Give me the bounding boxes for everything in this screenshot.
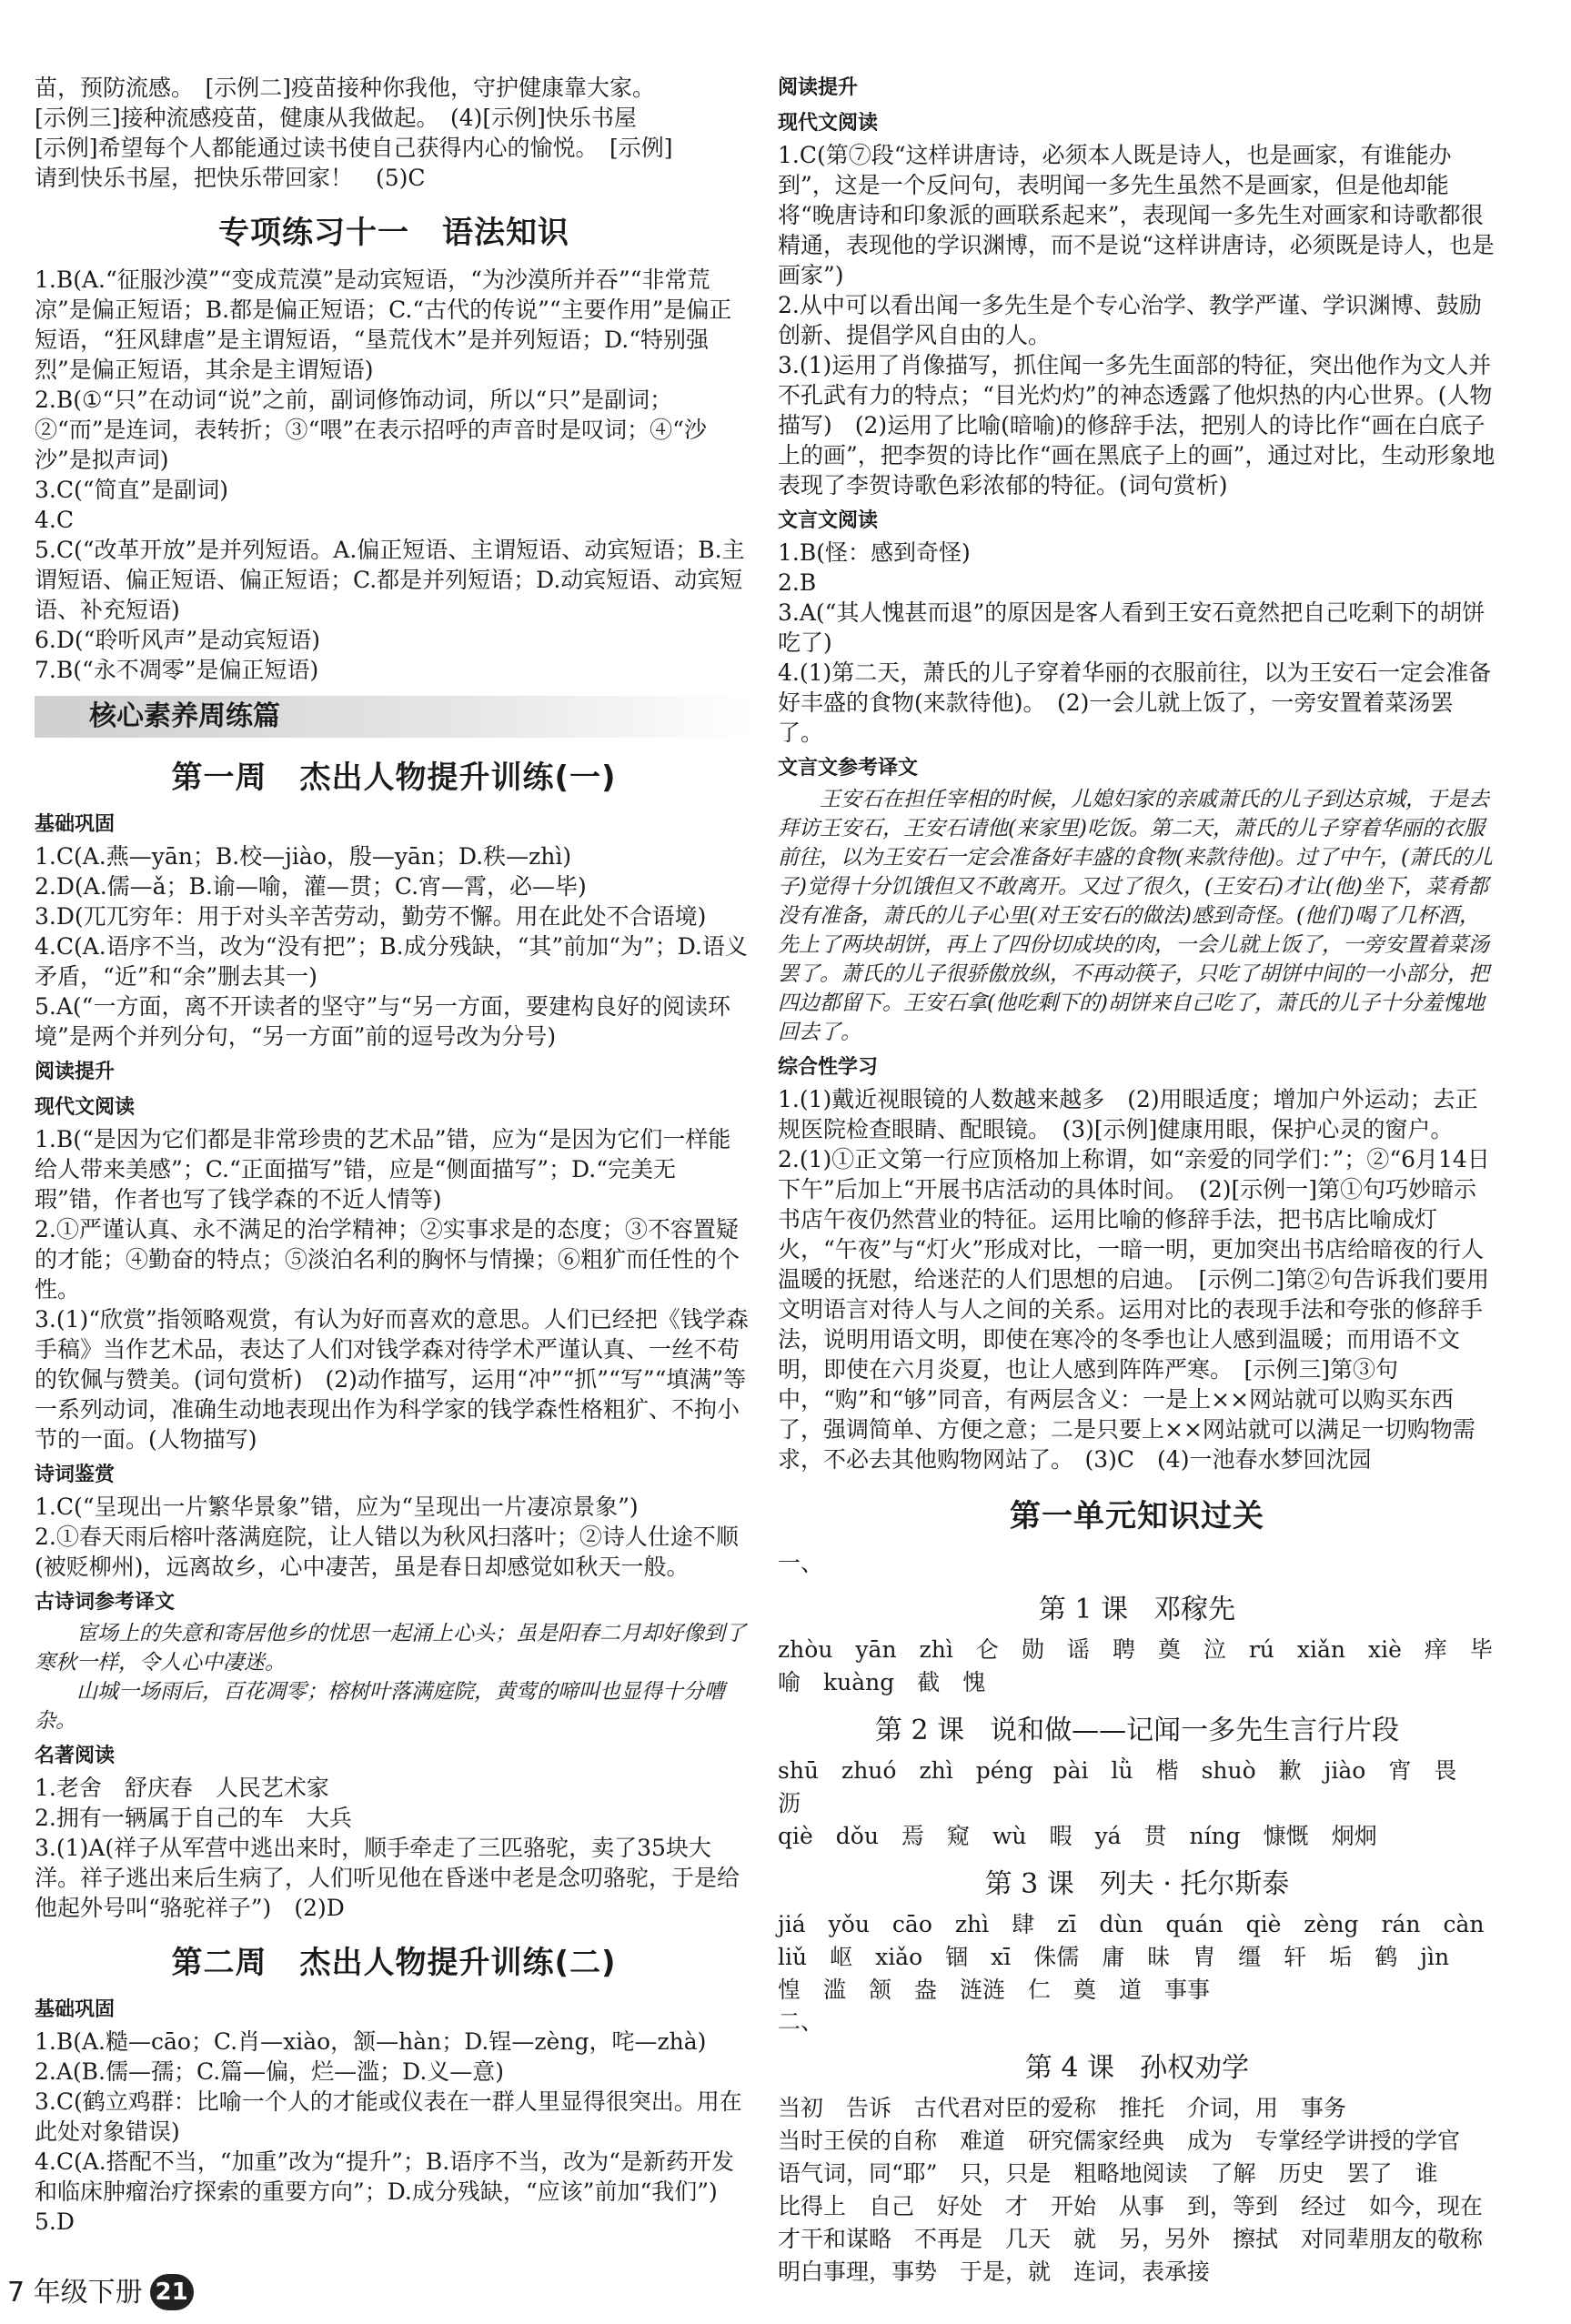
answer-item: 1.B(A.糙—cāo；C.肖—xiào，颔—hàn；D.锃—zèng，咤—zhà) bbox=[35, 2028, 707, 2055]
answer-item: 7.B(“永不凋零”是偏正短语) bbox=[35, 657, 319, 683]
part-marker: 二、 bbox=[778, 2008, 824, 2035]
subhead: 基础巩固 bbox=[35, 1998, 116, 2021]
lesson-name: 说和做——记闻一多先生言行片段 bbox=[990, 1715, 1400, 1746]
week-title-part: 第二周 bbox=[171, 1945, 267, 1981]
answer-item: 4.C(A.语序不当，改为“没有把”；B.成分残缺，“其”前加“为”；D.语义矛盾，“近”和“余”删去其一) bbox=[35, 933, 748, 990]
answer-item: 2.①严谨认真、永不满足的治学精神；②实事求是的态度；③不容置疑的才能；④勤奋的特点；⑤淡泊名利的胸怀与情操；⑥粗犷而任性的个性。 bbox=[35, 1216, 740, 1303]
week-title-part: 第一周 bbox=[171, 760, 267, 796]
answer-item: 4.(1)第二天，萧氏的儿子穿着华丽的衣服前往，以为王安石一定会准备好丰盛的食物(来款待他)。 (2)一会儿就上饭了，一旁安置着菜汤罢了。 bbox=[778, 659, 1492, 746]
lesson-number: 第 3 课 bbox=[984, 1868, 1074, 1900]
answer-item: 5.D bbox=[35, 2208, 75, 2235]
intro-line: 苗，预防流感。 [示例二]疫苗接种你我他，守护健康靠大家。 bbox=[35, 75, 656, 101]
word-line: 明白事理，事势 于是，就 连词，表承接 bbox=[778, 2259, 1211, 2285]
subhead: 现代文阅读 bbox=[35, 1096, 136, 1119]
answer-item: 3.(1)运用了肖像描写，抓住闻一多先生面部的特征，突出他作为文人并不孔武有力的特点；“目光灼灼”的神态透露了他炽热的内心世界。(人物描写) (2)运用了比喻(暗喻)的修辞手法，把别人的诗比作“画在白底子上的画”，把李贺的诗比作“画在黑底子上的画”，通过对比，生动形象地表现了李贺诗歌色彩浓郁的特征。(词句赏析) bbox=[778, 352, 1495, 498]
section-title-part: 专项练习十一 bbox=[218, 215, 409, 251]
section-title-part: 语法知识 bbox=[442, 215, 569, 251]
answer-item: 2.D(A.儒—ǎ；B.谕—喻，灌—贯；C.宵—霄，必—毕) bbox=[35, 873, 587, 900]
answer-item: 2.A(B.儒—孺；C.篇—偏，烂—滥；D.义—意) bbox=[35, 2058, 505, 2085]
week2-title bbox=[35, 1945, 753, 1981]
lesson-name: 列夫 · 托尔斯泰 bbox=[1099, 1868, 1290, 1900]
word-line: 喻 kuàng 截 愧 bbox=[778, 1669, 986, 1695]
right-column bbox=[778, 73, 1496, 2289]
week-title-part: 杰出人物提升训练(一) bbox=[299, 760, 617, 796]
answer-item: 3.(1)A(祥子从军营中逃出来时，顺手牵走了三匹骆驼，卖了35块大洋。祥子逃出来后生病了，人们听见他在昏迷中老是念叨骆驼，于是给他起外号叫“骆驼祥子”) (2)D bbox=[35, 1835, 740, 1921]
answer-item: 3.C(“简直”是副词) bbox=[35, 477, 229, 503]
answer-item: 3.D(兀兀穷年：用于对头辛苦劳动，勤劳不懈。用在此处不合语境) bbox=[35, 903, 707, 930]
section-title-grammar bbox=[35, 215, 753, 251]
answer-item: 1.B(怪：感到奇怪) bbox=[778, 539, 971, 566]
subhead: 综合性学习 bbox=[778, 1056, 879, 1079]
answer-item: 2.①春天雨后榕叶落满庭院，让人错以为秋风扫落叶；②诗人仕途不顺(被贬柳州)，远离故乡，心中凄苦，虽是春日却感觉如秋天一般。 bbox=[35, 1524, 739, 1580]
lesson-name: 邓稼先 bbox=[1153, 1594, 1236, 1625]
lesson-name: 孙权劝学 bbox=[1140, 2052, 1250, 2084]
lesson-title bbox=[778, 2053, 1496, 2083]
grammar-answers bbox=[35, 265, 753, 685]
answer-item: 3.A(“其人愧甚而退”的原因是客人看到王安石竟然把自己吃剩下的胡饼吃了) bbox=[778, 599, 1485, 656]
translation-text: 宦场上的失意和寄居他乡的忧思一起涌上心头；虽是阳春二月却好像到了寒秋一样，令人心中凄迷。 bbox=[35, 1622, 746, 1675]
part-marker: 一、 bbox=[778, 1550, 824, 1576]
answer-item: 4.C bbox=[35, 507, 74, 533]
answer-item: 6.D(“聆听风声”是动宾短语) bbox=[35, 627, 320, 653]
answer-item: 2.(1)①正文第一行应顶格加上称谓，如“亲爱的同学们：”；②“6月14日下午”后加上“开展书店活动的具体时间。 (2)[示例一]第①句巧妙暗示书店午夜仍然营业的特征。运用比喻的修辞手法，把书店比喻成灯火，“午夜”与“灯火”形成对比，一暗一明，更加突出书店给暗夜的行人温暖的抚慰，给迷茫的人们思想的启迪。 [示例二]第②句告诉我们要用文明语言对待人与人之间的关系。运用对比的表现手法和夸张的修辞手法，说明用语文明，即使在寒冷的冬季也让人感到温暖；而用语不文明，即使在六月炎夏，也让人感到阵阵严寒。 [示例三]第③句中，“购”和“够”同音，有两层含义：一是上××网站就可以购买东西了，强调简单、方便之意；二是只要上××网站就可以满足一切购物需求，不必去其他购物网站了。 (3)C (4)一池春水梦回沈园 bbox=[778, 1146, 1490, 1473]
subhead: 古诗词参考译文 bbox=[35, 1591, 176, 1614]
page-number-badge: 21 bbox=[150, 2274, 194, 2310]
intro-line: 请到快乐书屋，把快乐带回家！ (5)C bbox=[35, 165, 426, 191]
subhead: 文言文参考译文 bbox=[778, 757, 919, 780]
banner-text: 核心素养周练篇 bbox=[89, 700, 280, 732]
subhead: 基础巩固 bbox=[35, 813, 116, 836]
word-line: 当初 告诉 古代君对臣的爱称 推托 介词，用 事务 bbox=[778, 2095, 1347, 2121]
answer-item: 2.B bbox=[778, 569, 817, 596]
grade-label: 7 年级下册 bbox=[7, 2276, 143, 2309]
lesson-number: 第 4 课 bbox=[1024, 2052, 1115, 2084]
subhead: 阅读提升 bbox=[35, 1061, 116, 1083]
core-practice-banner bbox=[35, 696, 753, 738]
intro-block bbox=[35, 73, 753, 193]
word-line: zhòu yān zhì 仑 勋 谣 聘 奠 泣 rú xiǎn xiè 痒 毕 bbox=[778, 1636, 1493, 1663]
subhead: 名著阅读 bbox=[35, 1745, 116, 1767]
lesson-title bbox=[778, 1595, 1496, 1625]
lesson-title bbox=[778, 1869, 1496, 1899]
answer-item: 5.A(“一方面，离不开读者的坚守”与“另一方面，要建构良好的阅读环境”是两个并列分句，“另一方面”前的逗号改为分号) bbox=[35, 993, 731, 1050]
answer-item: 4.C(A.搭配不当，“加重”改为“提升”；B.语序不当，改为“是新药开发和临床肿瘤治疗探索的重要方向”；D.成分残缺，“应该”前加“我们”) bbox=[35, 2148, 734, 2205]
subhead: 诗词鉴赏 bbox=[35, 1464, 116, 1486]
answer-item: 5.C(“改革开放”是并列短语。A.偏正短语、主谓短语、动宾短语；B.主谓短语、偏正短语、偏正短语；C.都是并列短语；D.动宾短语、动宾短语、补充短语) bbox=[35, 537, 745, 623]
word-line: liǔ 岖 xiǎo 锢 xī 侏儒 庸 昧 胄 缰 轩 垢 鹤 jìn bbox=[778, 1944, 1450, 1970]
answer-item: 2.从中可以看出闻一多先生是个专心治学、教学严谨、学识渊博、鼓励创新、提倡学风自由的人。 bbox=[778, 292, 1482, 348]
word-line: 比得上 自己 好处 才 开始 从事 到，等到 经过 如今，现在 bbox=[778, 2193, 1484, 2219]
answer-item: 1.B(A.“征服沙漠”“变成荒漠”是动宾短语，“为沙漠所并吞”“非常荒凉”是偏正短语；B.都是偏正短语；C.“古代的传说”“主要作用”是偏正短语，“狂风肆虐”是主谓短语，“垦荒伐木”是并列短语；D.“特别强烈”是偏正短语，其余是主谓短语) bbox=[35, 267, 732, 383]
answer-item: 1.(1)戴近视眼镜的人数越来越多 (2)用眼适度；增加户外运动；去正规医院检查眼睛、配眼镜。 (3)[示例]健康用眼，保护心灵的窗户。 bbox=[778, 1086, 1478, 1142]
answer-item: 1.C(“呈现出一片繁华景象”错，应为“呈现出一片凄凉景象”) bbox=[35, 1494, 639, 1520]
word-line: shū zhuó zhì péng pài lǜ 楷 shuò 歉 jiào 宵 畏 沥 bbox=[778, 1757, 1480, 1816]
page-footer bbox=[7, 2274, 194, 2310]
answer-item: 1.C(第⑦段“这样讲唐诗，必须本人既是诗人，也是画家，有谁能办到”，这是一个反问句，表明闻一多先生虽然不是画家，但是他却能将“晚唐诗和印象派的画联系起来”，表现闻一多先生对画家和诗歌都很精通，表现他的学识渊博，而不是说“这样讲唐诗，必须既是诗人，也是画家”) bbox=[778, 142, 1495, 288]
intro-line: [示例]希望每个人都能通过读书使自己获得内心的愉悦。 [示例] bbox=[35, 135, 673, 161]
translation-text: 山城一场雨后，百花凋零；榕树叶落满庭院，黄莺的啼叫也显得十分嘈杂。 bbox=[35, 1680, 725, 1733]
answer-item: 3.(1)“欣赏”指领略观赏，有认为好而喜欢的意思。人们已经把《钱学森手稿》当作艺术品，表达了人们对钱学森对待学术严谨认真、一丝不苟的钦佩与赞美。(词句赏析) (2)动作描写，运用“冲”“抓”“写”“填满”等一系列动词，准确生动地表现出作为科学家的钱学森性格粗犷、不拘小节的一面。(人物描写) bbox=[35, 1306, 749, 1453]
answer-item: 2.B(①“只”在动词“说”之前，副词修饰动词，所以“只”是副词；②“而”是连词，表转折；③“喂”在表示招呼的声音时是叹词；④“沙沙”是拟声词) bbox=[35, 387, 707, 473]
lesson-number: 第 2 课 bbox=[874, 1715, 965, 1746]
answer-item: 2.拥有一辆属于自己的车 大兵 bbox=[35, 1805, 352, 1831]
answer-item: 1.B(“是因为它们都是非常珍贵的艺术品”错，应为“是因为它们一样能给人带来美感”；C.“正面描写”错，应是“侧面描写”；D.“完美无瑕”错，作者也写了钱学森的不近人情等) bbox=[35, 1126, 731, 1212]
answer-item: 1.老舍 舒庆春 人民艺术家 bbox=[35, 1775, 329, 1801]
word-line: 惶 滥 颔 盎 涟涟 仁 奠 道 事事 bbox=[778, 1977, 1211, 2003]
translation-text: 王安石在担任宰相的时候，儿媳妇家的亲戚萧氏的儿子到达京城，于是去拜访王安石，王安石请他(来家里)吃饭。第二天，萧氏的儿子穿着华丽的衣服前往，以为王安石一定会准备好丰盛的食物(来款待他)。过了中午，(萧氏的儿子)觉得十分饥饿但又不敢离开。又过了很久，(王安石)才让(他)坐下，菜肴都没有准备，萧氏的儿子心里(对王安石的做法)感到奇怪。(他们)喝了几杯酒，先上了两块胡饼，再上了四份切成块的肉，一会儿就上饭了，一旁安置着菜汤罢了。萧氏的儿子很骄傲放纵，不再动筷子，只吃了胡饼中间的一小部分，把四边都留下。王安石拿(他吃剩下的)胡饼来自己吃了，萧氏的儿子十分羞愧地回去了。 bbox=[778, 788, 1493, 1044]
week-title-part: 杰出人物提升训练(二) bbox=[299, 1945, 617, 1981]
unit-title: 第一单元知识过关 bbox=[1010, 1498, 1264, 1534]
answer-item: 3.C(鹤立鸡群：比喻一个人的才能或仪表在一群人里显得很突出。用在此处对象错误) bbox=[35, 2088, 742, 2145]
subhead: 阅读提升 bbox=[778, 76, 859, 99]
word-line: jiá yǒu cāo zhì 肆 zī dùn quán qiè zèng rán càn bbox=[778, 1911, 1485, 1937]
lesson-number: 第 1 课 bbox=[1038, 1594, 1129, 1625]
week1-title bbox=[35, 760, 753, 796]
word-line: 语气词，同“耶” 只，只是 粗略地阅读 了解 历史 罢了 谁 bbox=[778, 2160, 1438, 2187]
left-column bbox=[35, 73, 753, 2237]
word-line: 当时王侯的自称 难道 研究儒家经典 成为 专掌经学讲授的学官 bbox=[778, 2128, 1461, 2154]
subhead: 文言文阅读 bbox=[778, 509, 879, 532]
lesson-title bbox=[778, 1715, 1496, 1746]
word-line: qiè dǒu 焉 窥 wù 暇 yá 贯 níng 慷慨 炯炯 bbox=[778, 1823, 1377, 1849]
word-line: 才干和谋略 不再是 几天 就 另，另外 擦拭 对同辈朋友的敬称 bbox=[778, 2226, 1484, 2252]
answer-item: 1.C(A.燕—yān；B.校—jiào，殷—yān；D.秩—zhì) bbox=[35, 843, 572, 870]
intro-line: [示例三]接种流感疫苗，健康从我做起。 (4)[示例]快乐书屋 bbox=[35, 105, 637, 131]
subhead: 现代文阅读 bbox=[778, 112, 879, 135]
